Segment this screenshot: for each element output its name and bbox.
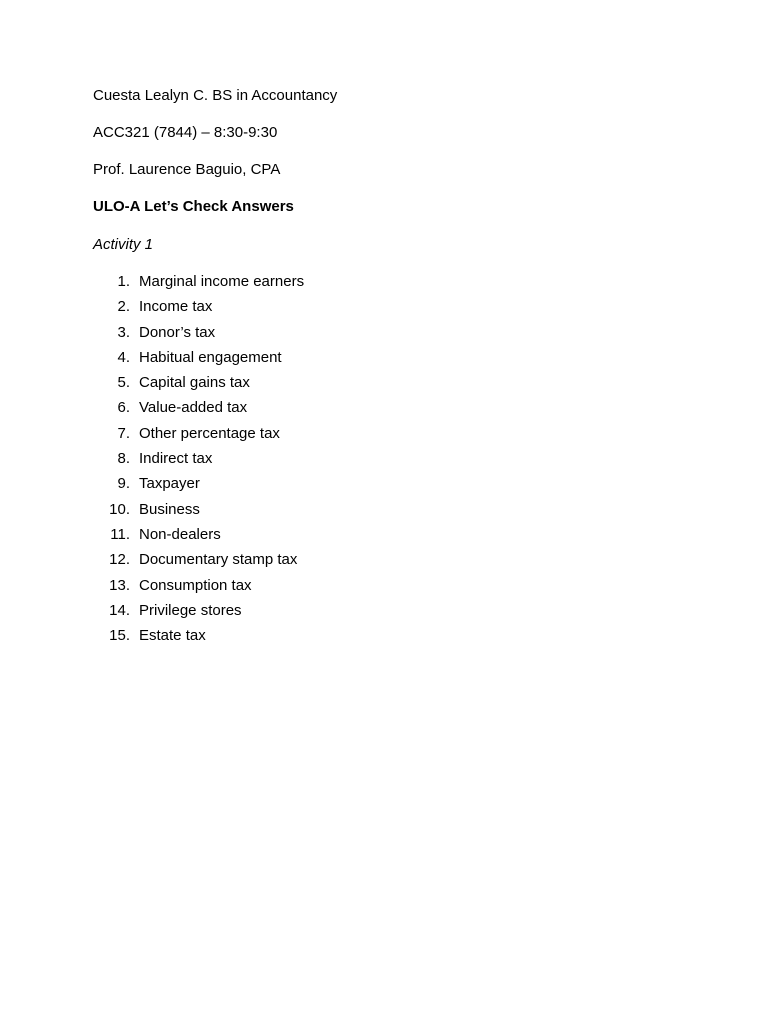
student-name: Cuesta Lealyn C. BS in Accountancy <box>93 87 338 104</box>
item-number: 12. <box>109 551 130 569</box>
item-text: Marginal income earners <box>139 273 305 290</box>
item-number: 1. <box>117 273 130 290</box>
item-text: Donor’s tax <box>139 323 216 341</box>
professor-name: Prof. Laurence Baguio, CPA <box>93 161 281 178</box>
item-number: 7. <box>117 424 130 442</box>
item-text: Privilege stores <box>139 601 242 619</box>
item-number: 5. <box>117 374 130 392</box>
item-number: 2. <box>117 298 130 316</box>
item-text: Habitual engagement <box>139 348 282 366</box>
item-text: Income tax <box>139 298 213 316</box>
item-text: Estate tax <box>139 627 206 645</box>
item-text: Business <box>139 500 200 518</box>
item-number: 15. <box>109 627 130 645</box>
item-text: Consumption tax <box>139 576 252 594</box>
item-text: Other percentage tax <box>139 424 280 442</box>
document-title: ULO-A Let’s Check Answers <box>93 198 294 215</box>
item-number: 11. <box>110 525 130 543</box>
item-text: Capital gains tax <box>139 374 250 392</box>
item-number: 8. <box>117 450 130 468</box>
item-text: Taxpayer <box>139 475 200 493</box>
item-text: Value-added tax <box>139 399 248 417</box>
item-text: Non-dealers <box>139 525 221 543</box>
item-number: 10. <box>109 500 130 518</box>
item-text: Indirect tax <box>139 450 213 468</box>
activity-heading: Activity 1 <box>93 236 154 253</box>
item-number: 4. <box>117 348 130 366</box>
item-number: 3. <box>117 323 130 341</box>
item-number: 6. <box>117 399 130 417</box>
item-number: 14. <box>109 601 130 619</box>
course-info: ACC321 (7844) – 8:30-9:30 <box>93 124 278 141</box>
item-text: Documentary stamp tax <box>139 551 298 569</box>
item-number: 9. <box>117 475 130 493</box>
item-number: 13. <box>109 576 130 594</box>
